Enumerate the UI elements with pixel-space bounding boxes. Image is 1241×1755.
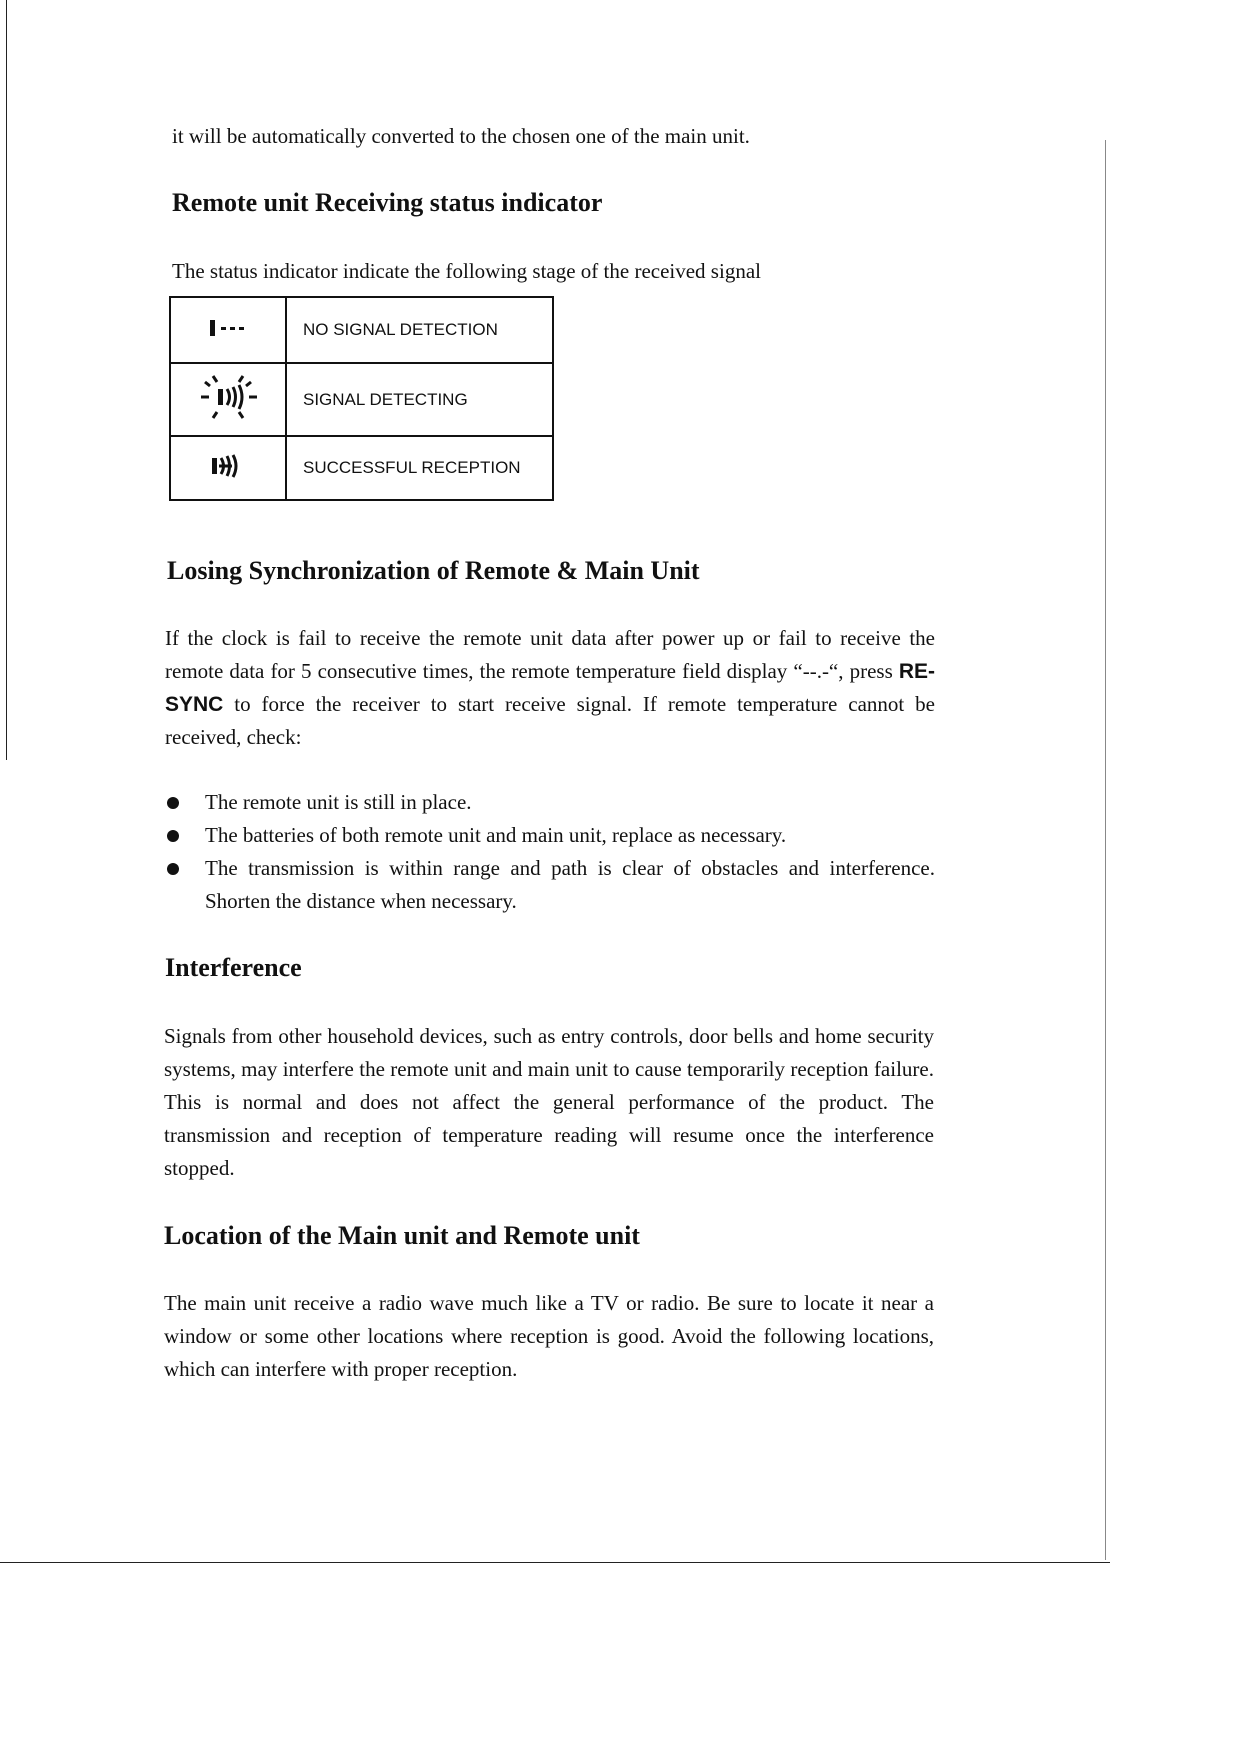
- status-label: SUCCESSFUL RECEPTION: [286, 436, 553, 500]
- status-label: SIGNAL DETECTING: [286, 363, 553, 436]
- status-table: [169, 296, 554, 501]
- status-intro: The status indicator indicate the following stage of the received signal: [172, 259, 761, 283]
- intro-text: it will be automatically converted to the chosen one of the main unit.: [172, 124, 750, 148]
- sync-text-2: to force the receiver to start receive signal. If remote temperature cannot be received, check:: [165, 692, 935, 749]
- status-label: NO SIGNAL DETECTION: [286, 297, 553, 363]
- signal-detecting-icon: [170, 363, 286, 436]
- sync-text-1: If the clock is fail to receive the remote unit data after power up or fail to receive the remote data for 5 consecutive times, the remote temperature field display “--.-“, press: [165, 626, 935, 683]
- list-item: The batteries of both remote unit and main unit, replace as necessary.: [165, 819, 935, 852]
- list-item: The remote unit is still in place.: [165, 786, 935, 819]
- scan-left-edge: [6, 0, 7, 760]
- list-item: The transmission is within range and path is clear of obstacles and interference. Shorten the distance when necessary.: [165, 852, 935, 918]
- sync-paragraph: [165, 622, 935, 754]
- interference-paragraph: Signals from other household devices, such as entry controls, door bells and home security systems, may interfere the remote unit and main unit to cause temporarily reception failure. This is normal and does not affect the general performance of the product. The transmission and reception of temperature reading will resume once the interference stopped.: [164, 1024, 934, 1180]
- scan-bottom-edge: [0, 1562, 1110, 1563]
- table-row: [170, 297, 553, 363]
- table-row: [170, 436, 553, 500]
- successful-reception-icon: [170, 436, 286, 500]
- heading-location: Location of the Main unit and Remote unit: [164, 1221, 640, 1250]
- check-list: [165, 786, 935, 918]
- heading-losing-sync: Losing Synchronization of Remote & Main Unit: [167, 556, 700, 585]
- heading-interference: Interference: [165, 953, 302, 982]
- no-signal-icon: [170, 297, 286, 363]
- table-row: [170, 363, 553, 436]
- location-paragraph: The main unit receive a radio wave much like a TV or radio. Be sure to locate it near a window or some other locations where reception is good. Avoid the following locations, which can interfere with proper reception.: [164, 1291, 934, 1381]
- scan-right-edge: [1105, 140, 1106, 1560]
- heading-status-indicator: Remote unit Receiving status indicator: [172, 188, 603, 217]
- resync-key: RE-SYNC: [165, 660, 936, 716]
